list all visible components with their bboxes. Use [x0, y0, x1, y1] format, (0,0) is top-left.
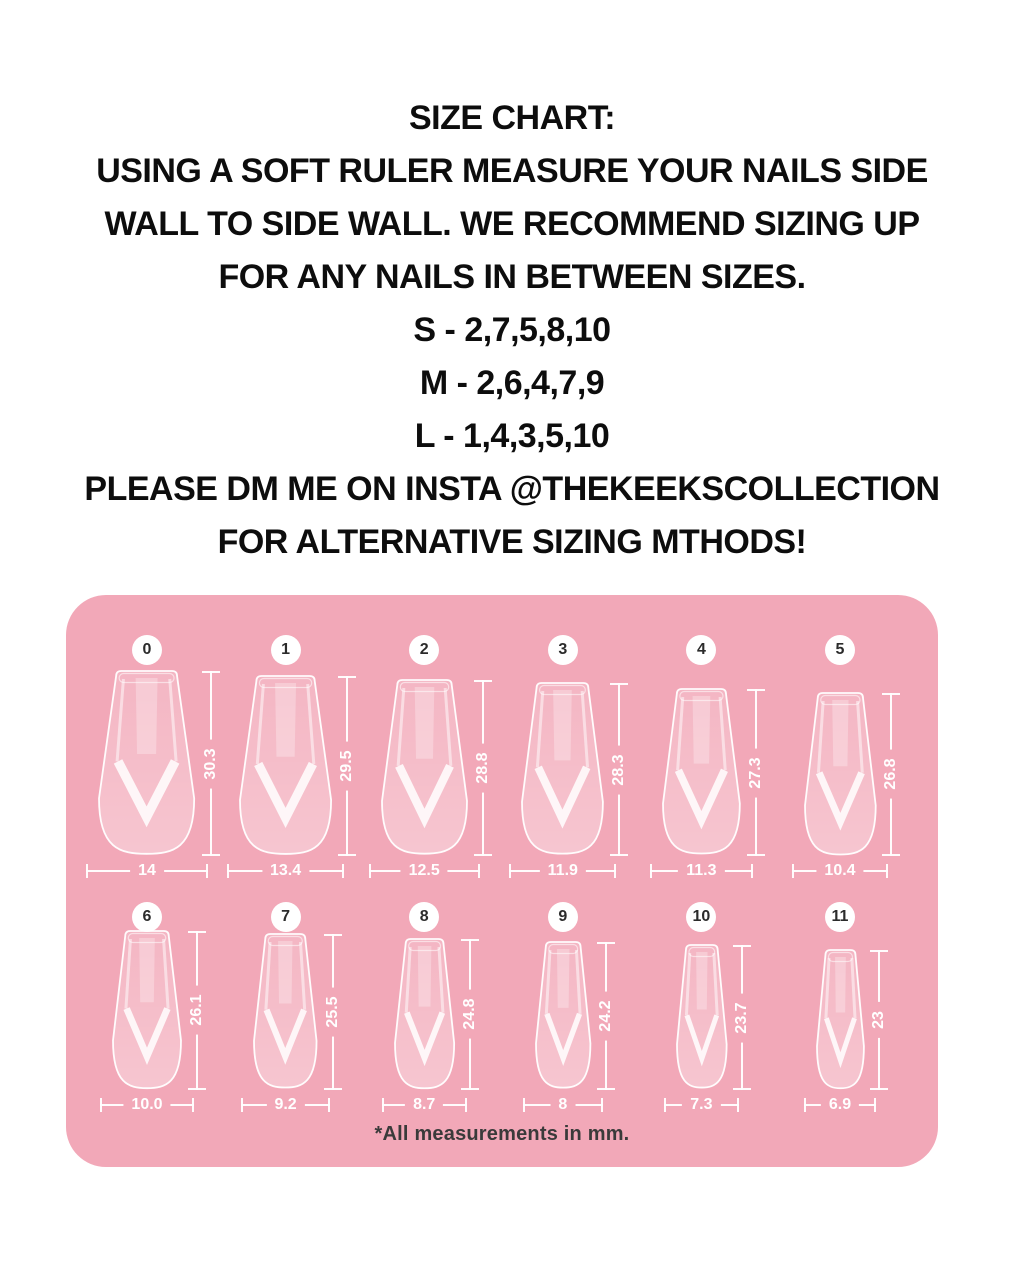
length-ruler-top-tick [870, 950, 888, 952]
size-number-badge: 2 [409, 635, 439, 665]
length-measurement-label: 26.1 [187, 986, 207, 1035]
nail-grid [66, 595, 938, 1167]
length-ruler [460, 939, 480, 1090]
length-measurement-label: 28.3 [609, 745, 629, 794]
width-measurement-label: 13.4 [262, 861, 309, 881]
width-measurement-label: 10.0 [123, 1095, 170, 1115]
width-ruler-left-tick [523, 1098, 525, 1112]
nail-illustration [95, 669, 198, 858]
size-number-badge: 11 [825, 902, 855, 932]
length-ruler-bottom-tick [747, 854, 765, 856]
length-measurement-label: 30.3 [201, 739, 221, 788]
width-ruler-left-tick [241, 1098, 243, 1112]
length-ruler-top-tick [474, 680, 492, 682]
size-number-badge: 6 [132, 902, 162, 932]
length-ruler-top-tick [324, 934, 342, 936]
length-measurement-label: 29.5 [337, 741, 357, 790]
width-ruler [382, 1098, 467, 1112]
length-ruler-bottom-tick [610, 854, 628, 856]
size-number-badge: 8 [409, 902, 439, 932]
width-ruler-right-tick [886, 864, 888, 878]
size-number-badge: 1 [271, 635, 301, 665]
width-measurement-label: 11.9 [540, 861, 586, 881]
measurements-footnote: *All measurements in mm. [374, 1123, 630, 1145]
length-ruler [732, 945, 752, 1090]
length-ruler-bottom-tick [461, 1088, 479, 1090]
width-ruler-right-tick [737, 1098, 739, 1112]
length-ruler [869, 950, 889, 1090]
length-ruler [473, 680, 493, 856]
size-number-badge: 0 [132, 635, 162, 665]
length-ruler-bottom-tick [324, 1088, 342, 1090]
width-measurement-label: 11.3 [678, 861, 724, 881]
size-number-badge: 9 [548, 902, 578, 932]
nail-illustration [659, 687, 744, 858]
nail-illustration [673, 943, 731, 1092]
size-number-badge: 5 [825, 635, 855, 665]
length-measurement-label: 25.5 [323, 988, 343, 1037]
size-number-badge: 4 [686, 635, 716, 665]
width-ruler-right-tick [478, 864, 480, 878]
length-ruler-top-tick [733, 945, 751, 947]
length-ruler [187, 931, 207, 1090]
width-measurement-label: 9.2 [266, 1095, 304, 1115]
size-number-badge: 3 [548, 635, 578, 665]
width-ruler-right-tick [601, 1098, 603, 1112]
length-ruler-bottom-tick [474, 854, 492, 856]
width-measurement-label: 8 [550, 1095, 575, 1115]
length-ruler-top-tick [461, 939, 479, 941]
nail-illustration [801, 691, 880, 858]
length-ruler-bottom-tick [188, 1088, 206, 1090]
width-measurement-label: 7.3 [682, 1095, 720, 1115]
length-measurement-label: 24.8 [460, 990, 480, 1039]
length-ruler-bottom-tick [338, 854, 356, 856]
length-ruler-top-tick [188, 931, 206, 933]
size-chart-panel [66, 595, 938, 1167]
length-ruler-bottom-tick [202, 854, 220, 856]
width-ruler [650, 864, 753, 878]
length-measurement-label: 23 [869, 1002, 889, 1038]
length-ruler-top-tick [882, 693, 900, 695]
width-ruler [523, 1098, 603, 1112]
width-ruler-right-tick [342, 864, 344, 878]
size-small-line: S - 2,7,5,8,10 [413, 311, 611, 349]
width-ruler-right-tick [874, 1098, 876, 1112]
length-ruler [596, 942, 616, 1090]
width-ruler [664, 1098, 740, 1112]
width-ruler [86, 864, 207, 878]
width-ruler-left-tick [227, 864, 229, 878]
length-measurement-label: 23.7 [732, 993, 752, 1042]
length-ruler-top-tick [747, 689, 765, 691]
nail-illustration [250, 932, 321, 1092]
nail-illustration [518, 681, 607, 858]
width-ruler-left-tick [650, 864, 652, 878]
instruction-line: FOR ANY NAILS IN BETWEEN SIZES. [218, 258, 806, 296]
length-ruler-bottom-tick [597, 1088, 615, 1090]
length-measurement-label: 24.2 [596, 992, 616, 1041]
length-ruler-top-tick [202, 671, 220, 673]
width-ruler [792, 864, 889, 878]
width-ruler-left-tick [382, 1098, 384, 1112]
width-ruler [369, 864, 480, 878]
width-measurement-label: 8.7 [405, 1095, 443, 1115]
nail-illustration [532, 940, 594, 1092]
width-ruler-left-tick [509, 864, 511, 878]
width-ruler-right-tick [465, 1098, 467, 1112]
nail-illustration [109, 929, 185, 1092]
width-ruler-left-tick [664, 1098, 666, 1112]
nail-illustration [378, 678, 471, 858]
width-measurement-label: 6.9 [821, 1095, 859, 1115]
length-ruler [746, 689, 766, 856]
length-ruler-bottom-tick [733, 1088, 751, 1090]
width-ruler [100, 1098, 194, 1112]
width-ruler-left-tick [86, 864, 88, 878]
length-ruler [881, 693, 901, 856]
width-ruler [241, 1098, 330, 1112]
width-measurement-label: 14 [130, 861, 164, 881]
instruction-line: WALL TO SIDE WALL. WE RECOMMEND SIZING UP [104, 205, 920, 243]
width-ruler-left-tick [100, 1098, 102, 1112]
width-ruler-right-tick [751, 864, 753, 878]
length-measurement-label: 28.8 [473, 744, 493, 793]
length-ruler [337, 676, 357, 856]
width-ruler-left-tick [792, 864, 794, 878]
width-ruler-right-tick [614, 864, 616, 878]
instruction-line: FOR ALTERNATIVE SIZING MTHODS! [217, 523, 807, 561]
size-chart-title: SIZE CHART: [408, 99, 616, 137]
width-measurement-label: 10.4 [816, 861, 863, 881]
instagram-contact-line: PLEASE DM ME ON INSTA @THEKEEKSCOLLECTION [84, 470, 940, 508]
width-ruler-right-tick [328, 1098, 330, 1112]
length-ruler-bottom-tick [882, 854, 900, 856]
width-ruler [509, 864, 616, 878]
length-ruler-top-tick [338, 676, 356, 678]
length-ruler-bottom-tick [870, 1088, 888, 1090]
nail-illustration [236, 674, 335, 858]
size-number-badge: 10 [686, 902, 716, 932]
size-medium-line: M - 2,6,4,7,9 [419, 364, 605, 402]
instruction-line: USING A SOFT RULER MEASURE YOUR NAILS SIDE [96, 152, 928, 190]
length-measurement-label: 27.3 [746, 748, 766, 797]
nail-illustration [813, 948, 868, 1092]
length-ruler-top-tick [610, 683, 628, 685]
width-ruler-left-tick [804, 1098, 806, 1112]
length-ruler [201, 671, 221, 856]
size-large-line: L - 1,4,3,5,10 [414, 417, 610, 455]
length-ruler [323, 934, 343, 1090]
nail-illustration [391, 937, 458, 1092]
width-ruler-right-tick [192, 1098, 194, 1112]
length-ruler [609, 683, 629, 856]
width-ruler [804, 1098, 877, 1112]
width-ruler-right-tick [206, 864, 208, 878]
length-measurement-label: 26.8 [881, 750, 901, 799]
size-number-badge: 7 [271, 902, 301, 932]
width-ruler [227, 864, 344, 878]
width-measurement-label: 12.5 [401, 861, 448, 881]
sizing-instructions [0, 92, 1024, 569]
length-ruler-top-tick [597, 942, 615, 944]
width-ruler-left-tick [369, 864, 371, 878]
